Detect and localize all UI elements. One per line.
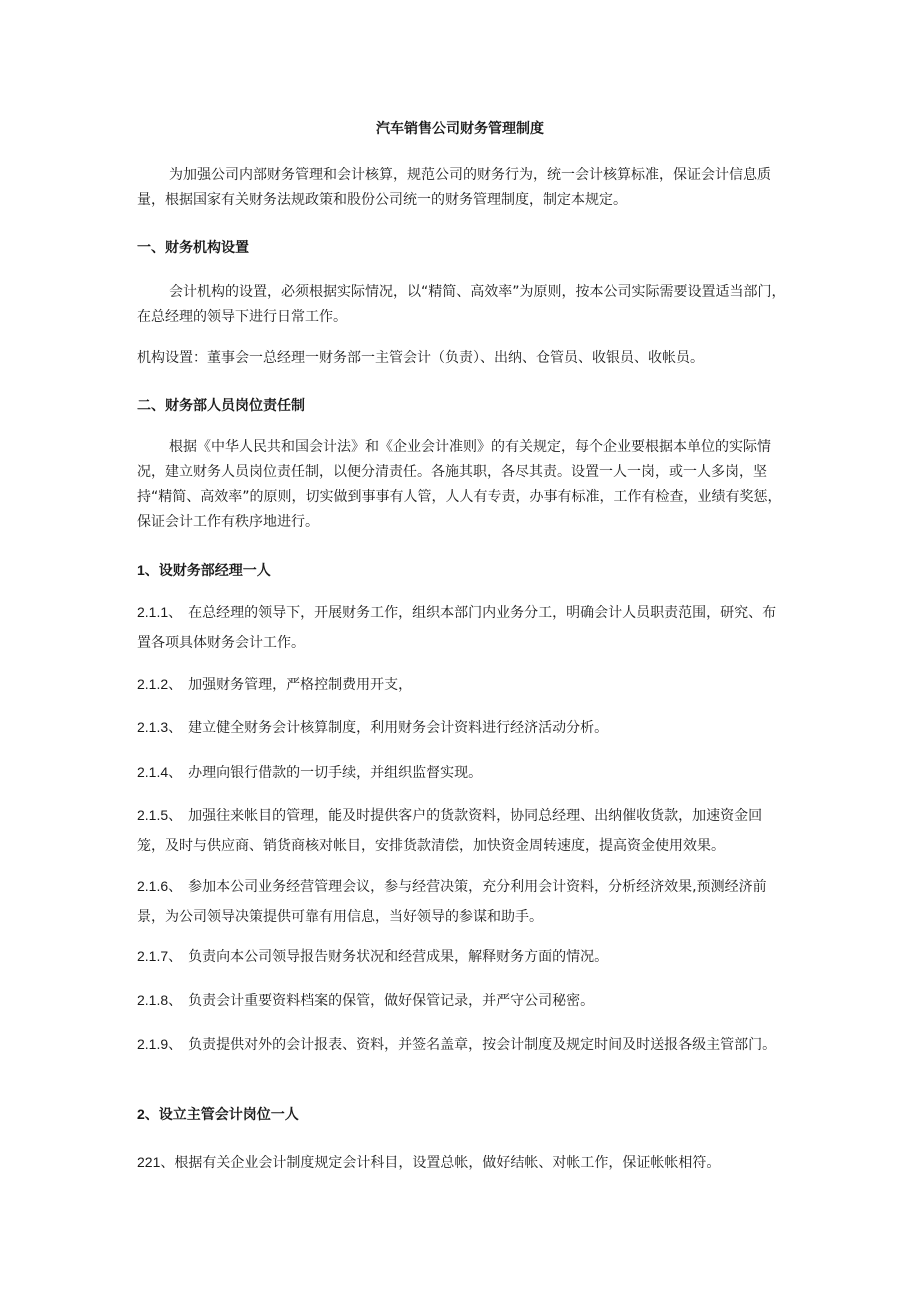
item-number: 2.1.9、 — [137, 1036, 183, 1052]
subsection1-heading — [137, 558, 787, 584]
list-item — [137, 941, 789, 972]
list-item — [137, 1029, 789, 1060]
item-text: 参加本公司业务经营管理会议，参与经营决策，充分利用会计资料，分析经济效果,预测经济前景，为公司领导决策提供可靠有用信息，当好领导的参谋和助手。 — [137, 879, 767, 925]
item-number: 2.1.7、 — [137, 948, 183, 964]
item-text: 在总经理的领导下，开展财务工作，组织本部门内业务分工，明确会计人员职责范围，研究、布置各项具体财务会计工作。 — [137, 605, 777, 651]
list-item — [137, 712, 789, 743]
subsection2-text: 、设立主管会计岗位一人 — [144, 1107, 299, 1123]
item-number: 2.1.3、 — [137, 719, 183, 735]
list-item — [137, 985, 789, 1016]
item-text: 负责向本公司领导报告财务状况和经营成果，解释财务方面的情况。 — [188, 949, 609, 965]
section2-heading: 二、财务部人员岗位责任制 — [137, 398, 305, 414]
item-text: 加强财务管理，严格控制费用开支， — [188, 677, 413, 693]
document-title: 汽车销售公司财务管理制度 — [376, 121, 544, 137]
item-text: 负责提供对外的会计报表、资料，并签名盖章，按会计制度及规定时间及时送报各级主管部门。 — [188, 1037, 777, 1053]
item-number: 2.1.1、 — [137, 604, 183, 620]
item-number: 2.1.5、 — [137, 807, 183, 823]
item-number: 2.1.2、 — [137, 676, 183, 692]
section1-paragraph: 会计机构的设置，必须根据实际情况，以“精简、高效率”为原则，按本公司实际需要设置适当部门，在总经理的领导下进行日常工作。 — [137, 284, 786, 325]
list-item — [137, 597, 789, 658]
item-text: 加强往来帐目的管理，能及时提供客户的货款资料，协同总经理、出纳催收货款，加速资金回笼，及时与供应商、销货商核对帐目，安排货款清偿，加快资金周转速度，提高资金使用效果。 — [137, 808, 763, 854]
list-item — [137, 669, 789, 700]
subsection1-number: 1 — [137, 562, 145, 578]
section1-heading: 一、财务机构设置 — [137, 240, 249, 256]
list-item — [137, 871, 789, 932]
item-text: 办理向银行借款的一切手续，并组织监督实现。 — [188, 765, 483, 781]
intro-paragraph: 为加强公司内部财务管理和会计核算，规范公司的财务行为，统一会计核算标准，保证会计信息质量，根据国家有关财务法规政策和股份公司统一的财务管理制度，制定本规定。 — [137, 167, 771, 208]
item-number: 221 — [137, 1154, 161, 1170]
org-structure-line: 机构设置：董事会一总经理一财务部一主管会计（负责）、出纳、仓管员、收银员、收帐员。 — [137, 350, 704, 366]
list-item-221 — [137, 1147, 789, 1178]
item-number: 2.1.8、 — [137, 992, 183, 1008]
item-text: 负责会计重要资料档案的保管，做好保管记录，并严守公司秘密。 — [188, 993, 595, 1009]
item-text: 、根据有关企业会计制度规定会计科目，设置总帐，做好结帐、对帐工作，保证帐帐相符。 — [160, 1155, 721, 1171]
subsection2-number: 2 — [137, 1106, 145, 1122]
section2-paragraph: 根据《中华人民共和国会计法》和《企业会计准则》的有关规定，每个企业要根据本单位的实际情况，建立财务人员岗位责任制，以便分清责任。各施其职，各尽其责。设置一人一岗，或一人多岗，坚持“精简、高效率”的原则，切实做到事事有人管，人人有专责，办事有标准，工作有检查，业绩有奖惩，保证会计工作有秩序地进行。 — [137, 439, 782, 530]
list-item — [137, 800, 789, 861]
subsection2-heading — [137, 1102, 787, 1128]
item-text: 建立健全财务会计核算制度，利用财务会计资料进行经济活动分析。 — [188, 720, 609, 736]
item-number: 2.1.6、 — [137, 878, 183, 894]
list-item — [137, 757, 789, 788]
item-number: 2.1.4、 — [137, 764, 183, 780]
subsection1-text: 、设财务部经理一人 — [144, 563, 271, 579]
